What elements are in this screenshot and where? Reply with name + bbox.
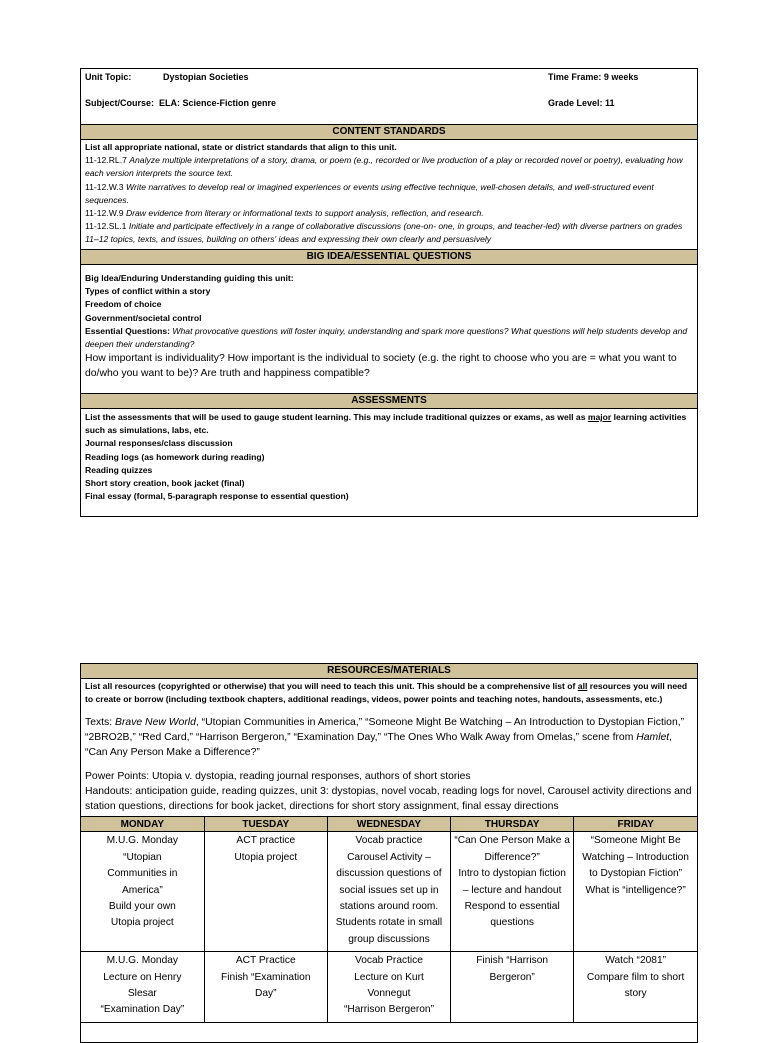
assessments-intro-b: learning activities such as simulations, labs, etc.: [85, 412, 687, 436]
resources-heading: RESOURCES/MATERIALS: [81, 664, 697, 679]
subject-value: ELA: Science-Fiction genre: [159, 98, 277, 108]
time-frame: Time Frame: 9 weeks: [548, 72, 639, 82]
big-idea-line: Government/societal control: [85, 312, 202, 323]
schedule-cell-line: Utopia project: [110, 917, 174, 929]
schedule-cell-line: M.U.G. Monday: [106, 835, 179, 847]
schedule-cell-line: Respond to essential: [464, 901, 560, 913]
assessment-item: Final essay (formal, 5-paragraph response to essential question): [85, 491, 349, 502]
day-header: WEDNESDAY: [327, 817, 450, 832]
schedule-cell-line: group discussions: [348, 933, 430, 945]
subject-label: Subject/Course:: [85, 98, 155, 108]
schedule-cell-line: America”: [121, 884, 163, 896]
schedule-cell-line: Intro to dystopian fiction: [458, 868, 566, 880]
essential-questions-text: How important is individuality? How important is the individual to society (e.g. the right to choose who you are = what you want to do/who you want to be)? Are truth and happiness compatible?: [85, 353, 677, 380]
schedule-cell-line: Slesar: [127, 988, 157, 1000]
standard-text: Draw evidence from literary or informational texts to support analysis, reflection, and research.: [125, 208, 484, 219]
resources-intro-a: List all resources (copyrighted or otherwise) that you will need to teach this unit. This should be a comprehensive list of: [85, 681, 578, 691]
schedule-cell-friday: [574, 952, 697, 1023]
schedule-cell-line: Vonnegut: [367, 988, 411, 1000]
unit-plan-page-2: [80, 663, 698, 1043]
assessment-item: Reading logs (as homework during reading): [85, 451, 265, 462]
schedule-cell-line: discussion questions of: [336, 868, 442, 880]
schedule-cell-line: social issues set up in: [339, 884, 439, 896]
big-idea-heading: BIG IDEA/ESSENTIAL QUESTIONS: [81, 250, 697, 265]
texts-list-end: , “Can Any Person Make a Difference?”: [85, 732, 673, 759]
schedule-cell-line: Finish “Harrison: [476, 955, 549, 967]
schedule-cell-line: Students rotate in small: [335, 917, 443, 929]
standard-code: 11-12.RL.7: [85, 155, 127, 166]
resources-handouts: Handouts: anticipation guide, reading quizzes, unit 3: dystopias, novel vocab, reading logs for novel, Carousel activity directions and station questions, directions for book jacket, directions for short story assignment, final essay directions: [85, 786, 692, 813]
schedule-cell-line: What is “intelligence?”: [585, 884, 686, 896]
schedule-cell-line: Vocab practice: [355, 835, 423, 847]
standard-text: Analyze multiple interpretations of a story, drama, or poem (e.g., recorded or live production of a play or recorded novel or poetry), evaluating how each version interprets the source text.: [85, 155, 683, 179]
schedule-row: [81, 832, 697, 952]
standard-item: [85, 207, 693, 220]
schedule-cell-line: to Dystopian Fiction”: [589, 868, 683, 880]
texts-book-title: Brave New World: [115, 717, 196, 729]
assessments-intro-a: List the assessments that will be used to gauge student learning. This may include traditional quizzes or exams, as well as: [85, 412, 588, 422]
schedule-cell-line: “Someone Might Be: [590, 835, 681, 847]
standard-item: [85, 154, 693, 180]
resources-intro-all: all: [577, 681, 588, 691]
schedule-cell-line: “Utopian: [123, 851, 162, 863]
schedule-cell-tuesday: [204, 832, 327, 952]
schedule-cell-friday: [574, 832, 697, 952]
texts-list: , “Utopian Communities in America,” “Someone Might Be Watching – An Introduction to Dystopian Fiction,” “2BRO2B,” “Red Card,” “Harrison Bergeron,” “Examination Day,” “The Ones Who Walk Away from Omelas,” scene from: [85, 717, 685, 744]
schedule-cell-thursday: [451, 952, 574, 1023]
schedule-cell-monday: [81, 952, 204, 1023]
day-header: THURSDAY: [451, 817, 574, 832]
schedule-cell-line: M.U.G. Monday: [106, 955, 179, 967]
unit-plan-page-1: [80, 68, 698, 517]
standard-text: Initiate and participate effectively in a range of collaborative discussions (one-on- one, in groups, and teacher-led) with diverse partners on grades 11–12 topics, texts, and issues, building on others' ideas and expressing their own clearly and persuasively: [85, 221, 683, 245]
grade-label: Grade Level:: [548, 98, 603, 108]
big-idea-line: Big Idea/Enduring Understanding guiding this unit:: [85, 273, 294, 283]
schedule-cell-line: Difference?”: [484, 851, 540, 863]
big-idea-line: Types of conflict within a story: [85, 286, 211, 297]
schedule-cell-line: Utopia project: [234, 851, 298, 863]
schedule-cell-line: Lecture on Kurt: [354, 971, 424, 983]
grade-value: 11: [605, 98, 615, 108]
assessments-intro-major: major: [587, 412, 612, 422]
schedule-cell-line: “Harrison Bergeron”: [343, 1004, 434, 1016]
schedule-header-row: [81, 817, 697, 832]
texts-label: Texts:: [85, 717, 116, 729]
schedule-cell-line: Compare film to short: [586, 971, 685, 983]
day-header: FRIDAY: [574, 817, 697, 832]
schedule-cell-tuesday: [204, 952, 327, 1023]
standard-code: 11-12.W.3: [85, 181, 124, 192]
schedule-cell-line: – lecture and handout: [462, 884, 562, 896]
schedule-cell-line: questions: [490, 917, 534, 929]
assessment-item: Journal responses/class discussion: [85, 438, 233, 449]
standard-item: [85, 220, 693, 246]
unit-topic-label: Unit Topic:: [85, 72, 132, 82]
schedule-cell-line: Watching – Introduction: [582, 851, 689, 863]
schedule-cell-line: Communities in: [107, 868, 178, 880]
essential-questions-prompt: [85, 325, 693, 351]
texts-play-title: Hamlet: [636, 732, 670, 744]
schedule-cell-wednesday: [327, 952, 450, 1023]
schedule-cell-line: “Can One Person Make a: [454, 835, 570, 847]
schedule-cell-wednesday: [327, 832, 450, 952]
standard-text: Write narratives to develop real or imagined experiences or events using effective technique, well-chosen details, and well-structured event sequences.: [85, 181, 654, 205]
resources-power-points: Power Points: Utopia v. dystopia, reading journal responses, authors of short stories: [85, 771, 471, 783]
assessment-item: Short story creation, book jacket (final): [85, 478, 245, 489]
schedule-cell-line: Lecture on Henry: [103, 971, 182, 983]
resources-intro: [85, 680, 693, 706]
essential-questions-prompt-text: What provocative questions will foster inquiry, understanding and spark more questions? What questions will help students develop and deepen their understanding?: [85, 325, 688, 350]
day-header: TUESDAY: [204, 817, 327, 832]
day-header: MONDAY: [81, 817, 204, 832]
big-idea-line: Freedom of choice: [85, 299, 162, 310]
schedule-cell-line: stations around room.: [339, 901, 439, 913]
essential-questions-label: Essential Questions:: [85, 325, 171, 336]
resources-texts: [85, 715, 693, 760]
unit-topic-value: Dystopian Societies: [163, 72, 249, 82]
resources-section: [81, 679, 697, 817]
schedule-cell-line: Carousel Activity –: [347, 851, 431, 863]
schedule-cell-line: Watch “2081”: [605, 955, 667, 967]
assessments-section: [81, 409, 697, 505]
schedule-cell-thursday: [451, 832, 574, 952]
standard-item: [85, 181, 693, 207]
content-standards-heading: CONTENT STANDARDS: [81, 125, 697, 140]
schedule-cell-line: Vocab Practice: [354, 955, 423, 967]
subject-course: [85, 98, 276, 108]
schedule-row: [81, 952, 697, 1023]
schedule-cell-line: story: [624, 988, 647, 1000]
assessments-heading: ASSESSMENTS: [81, 394, 697, 409]
schedule-cell-line: Build your own: [108, 901, 176, 913]
schedule-cell-line: “Examination Day”: [100, 1004, 185, 1016]
grade-level: [548, 98, 615, 108]
schedule-cell-monday: [81, 832, 204, 952]
standards-intro: List all appropriate national, state or district standards that align to this unit.: [85, 142, 397, 152]
schedule-cell-line: Finish “Examination: [221, 971, 311, 983]
schedule-cell-line: Day”: [255, 988, 277, 1000]
unit-header: [81, 69, 697, 125]
content-standards-section: [81, 140, 697, 250]
schedule-cell-line: ACT Practice: [235, 955, 296, 967]
resources-intro-b: resources you will need to create or borrow (including textbook chapters, additional readings, videos, power points and teaching notes, handouts, assessments, etc.): [85, 681, 688, 705]
schedule-cell-line: ACT practice: [236, 835, 296, 847]
standard-code: 11-12.W.9: [85, 208, 124, 219]
big-idea-section: [81, 265, 697, 394]
assessments-intro: [85, 411, 693, 437]
schedule-body: [81, 832, 697, 1022]
standard-code: 11-12.SL.1: [85, 221, 127, 232]
schedule-cell-line: Bergeron”: [489, 971, 535, 983]
weekly-schedule-table: [81, 817, 697, 1022]
assessment-item: Reading quizzes: [85, 464, 153, 475]
